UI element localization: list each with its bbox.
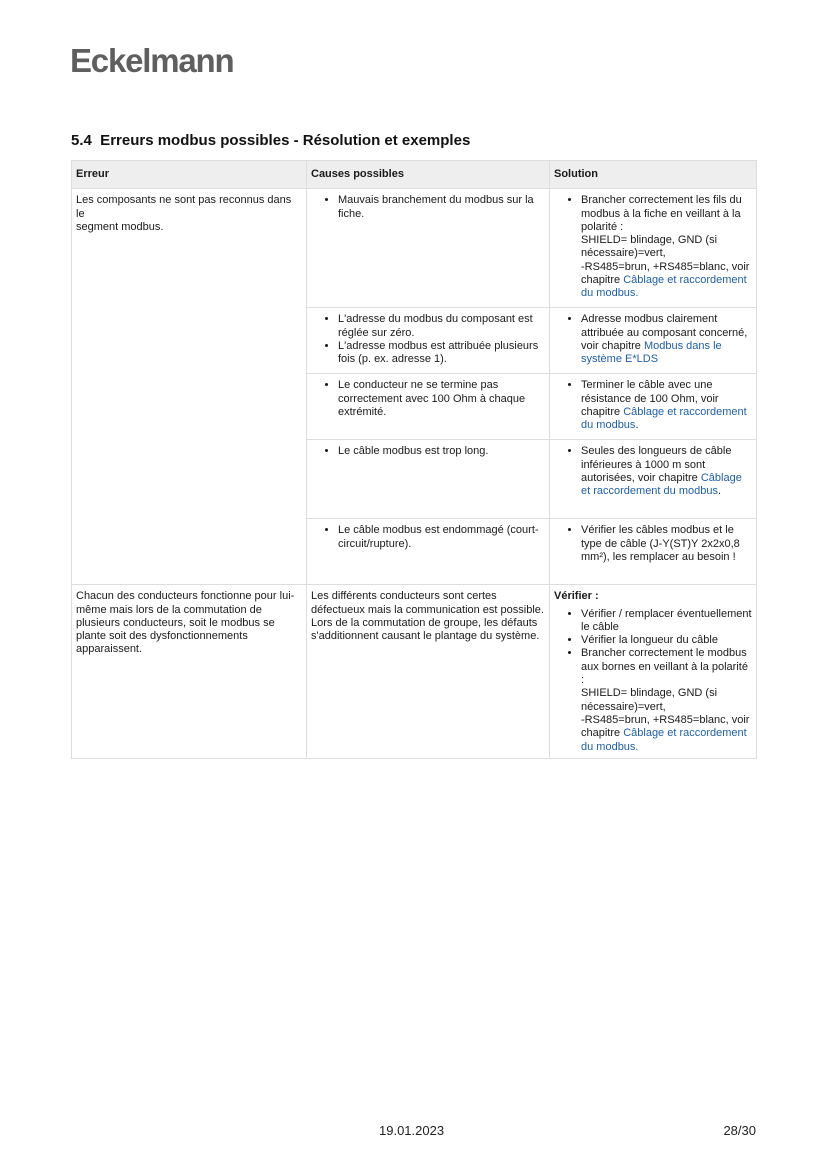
solution-list <box>554 313 752 366</box>
solution-list <box>554 379 752 432</box>
chapter-link[interactable]: Modbus dans le système E*LDS <box>581 339 722 366</box>
causes-cell <box>307 440 550 519</box>
company-logo: Eckelmann <box>70 42 234 79</box>
list-item <box>581 445 752 498</box>
table-row <box>72 585 757 759</box>
chapter-link[interactable]: Câblage et raccordement du modbus. <box>581 727 747 753</box>
solution-cell <box>550 585 757 759</box>
table-header-row <box>72 161 757 189</box>
solution-heading: Vérifier : <box>554 590 599 603</box>
causes-cell <box>307 189 550 308</box>
solution-cell <box>550 308 757 374</box>
solution-cell <box>550 374 757 440</box>
solution-text: Brancher correctement le modbus aux bornes en veillant à la polarité : SHIELD= blindage, GND (si nécessaire)=vert, -RS485=brun, +RS485=blanc, voir chapitre <box>581 647 750 740</box>
chapter-link[interactable]: Câblage et raccordement du modbus. <box>581 274 747 300</box>
causes-cell <box>307 374 550 440</box>
causes-cell <box>307 519 550 585</box>
table-row <box>72 189 757 308</box>
list-item <box>581 379 752 432</box>
solution-list <box>554 608 752 754</box>
error-cell: Chacun des conducteurs fonctionne pour lui-même mais lors de la commutation de plusieurs conducteurs, soit le modbus se plante soit des dysfonctionnements apparaissent. <box>72 585 307 759</box>
list-item: • Le conducteur ne se termine pas correctement avec 100 Ohm à chaque extrémité. <box>338 379 545 419</box>
list-item: • Vérifier / remplacer éventuellement le câble <box>581 608 752 635</box>
footer-date: 19.01.2023 <box>379 1123 445 1138</box>
solution-text: Adresse modbus clairement attribuée au composant concerné, voir chapitre <box>581 313 748 352</box>
page-number: 28/30 <box>723 1123 756 1138</box>
causes-list <box>311 379 545 419</box>
causes-cell <box>307 308 550 374</box>
solution-text: Terminer le câble avec une résistance de 100 Ohm, voir chapitre <box>581 379 719 418</box>
solution-list <box>554 524 752 564</box>
list-item: • L'adresse du modbus du composant est réglée sur zéro. <box>338 313 545 340</box>
causes-list <box>311 445 545 458</box>
solution-cell <box>550 519 757 585</box>
list-item <box>581 313 752 366</box>
causes-list <box>311 194 545 221</box>
column-header-causes: Causes possibles <box>307 161 550 189</box>
column-header-solution: Solution <box>550 161 757 189</box>
error-cell: Les composants ne sont pas reconnus dans le segment modbus. <box>72 189 307 585</box>
causes-list <box>311 313 545 366</box>
solution-text: Seules des longueurs de câble inférieures à 1000 m sont autorisées, voir chapitre <box>581 445 732 484</box>
solution-text-end: . <box>635 419 639 432</box>
causes-cell: Les différents conducteurs sont certes défectueux mais la communication est possible. Lors de la commutation de groupe, les défauts s'additionnent causant le plantage du système. <box>307 585 550 759</box>
list-item: • Mauvais branchement du modbus sur la fiche. <box>338 194 545 221</box>
solution-list <box>554 194 752 300</box>
solution-text: Brancher correctement les fils du modbus à la fiche en veillant à la polarité : SHIELD= blindage, GND (si nécessaire)=vert, -RS485=brun, +RS485=blanc, voir chapitre <box>581 194 750 287</box>
chapter-link[interactable]: Câblage et raccordement du modbus <box>581 471 742 498</box>
chapter-link[interactable]: Câblage et raccordement du modbus <box>581 405 747 432</box>
list-item: • Vérifier la longueur du câble <box>581 634 752 647</box>
solution-list <box>554 445 752 498</box>
list-item: • L'adresse modbus est attribuée plusieurs fois (p. ex. adresse 1). <box>338 340 545 367</box>
list-item <box>581 194 752 300</box>
list-item: • Le câble modbus est trop long. <box>338 445 545 458</box>
section-title: 5.4 Erreurs modbus possibles - Résolution et exemples <box>71 132 471 149</box>
solution-cell <box>550 189 757 308</box>
list-item: • Vérifier les câbles modbus et le type de câble (J-Y(ST)Y 2x2x0,8 mm²), les remplacer au besoin ! <box>581 524 752 564</box>
solution-text-end: . <box>717 485 722 498</box>
modbus-errors-table <box>71 160 757 759</box>
list-item: • Le câble modbus est endommagé (court-circuit/rupture). <box>338 524 545 551</box>
solution-cell <box>550 440 757 519</box>
list-item <box>581 647 752 753</box>
column-header-erreur: Erreur <box>72 161 307 189</box>
causes-list <box>311 524 545 551</box>
